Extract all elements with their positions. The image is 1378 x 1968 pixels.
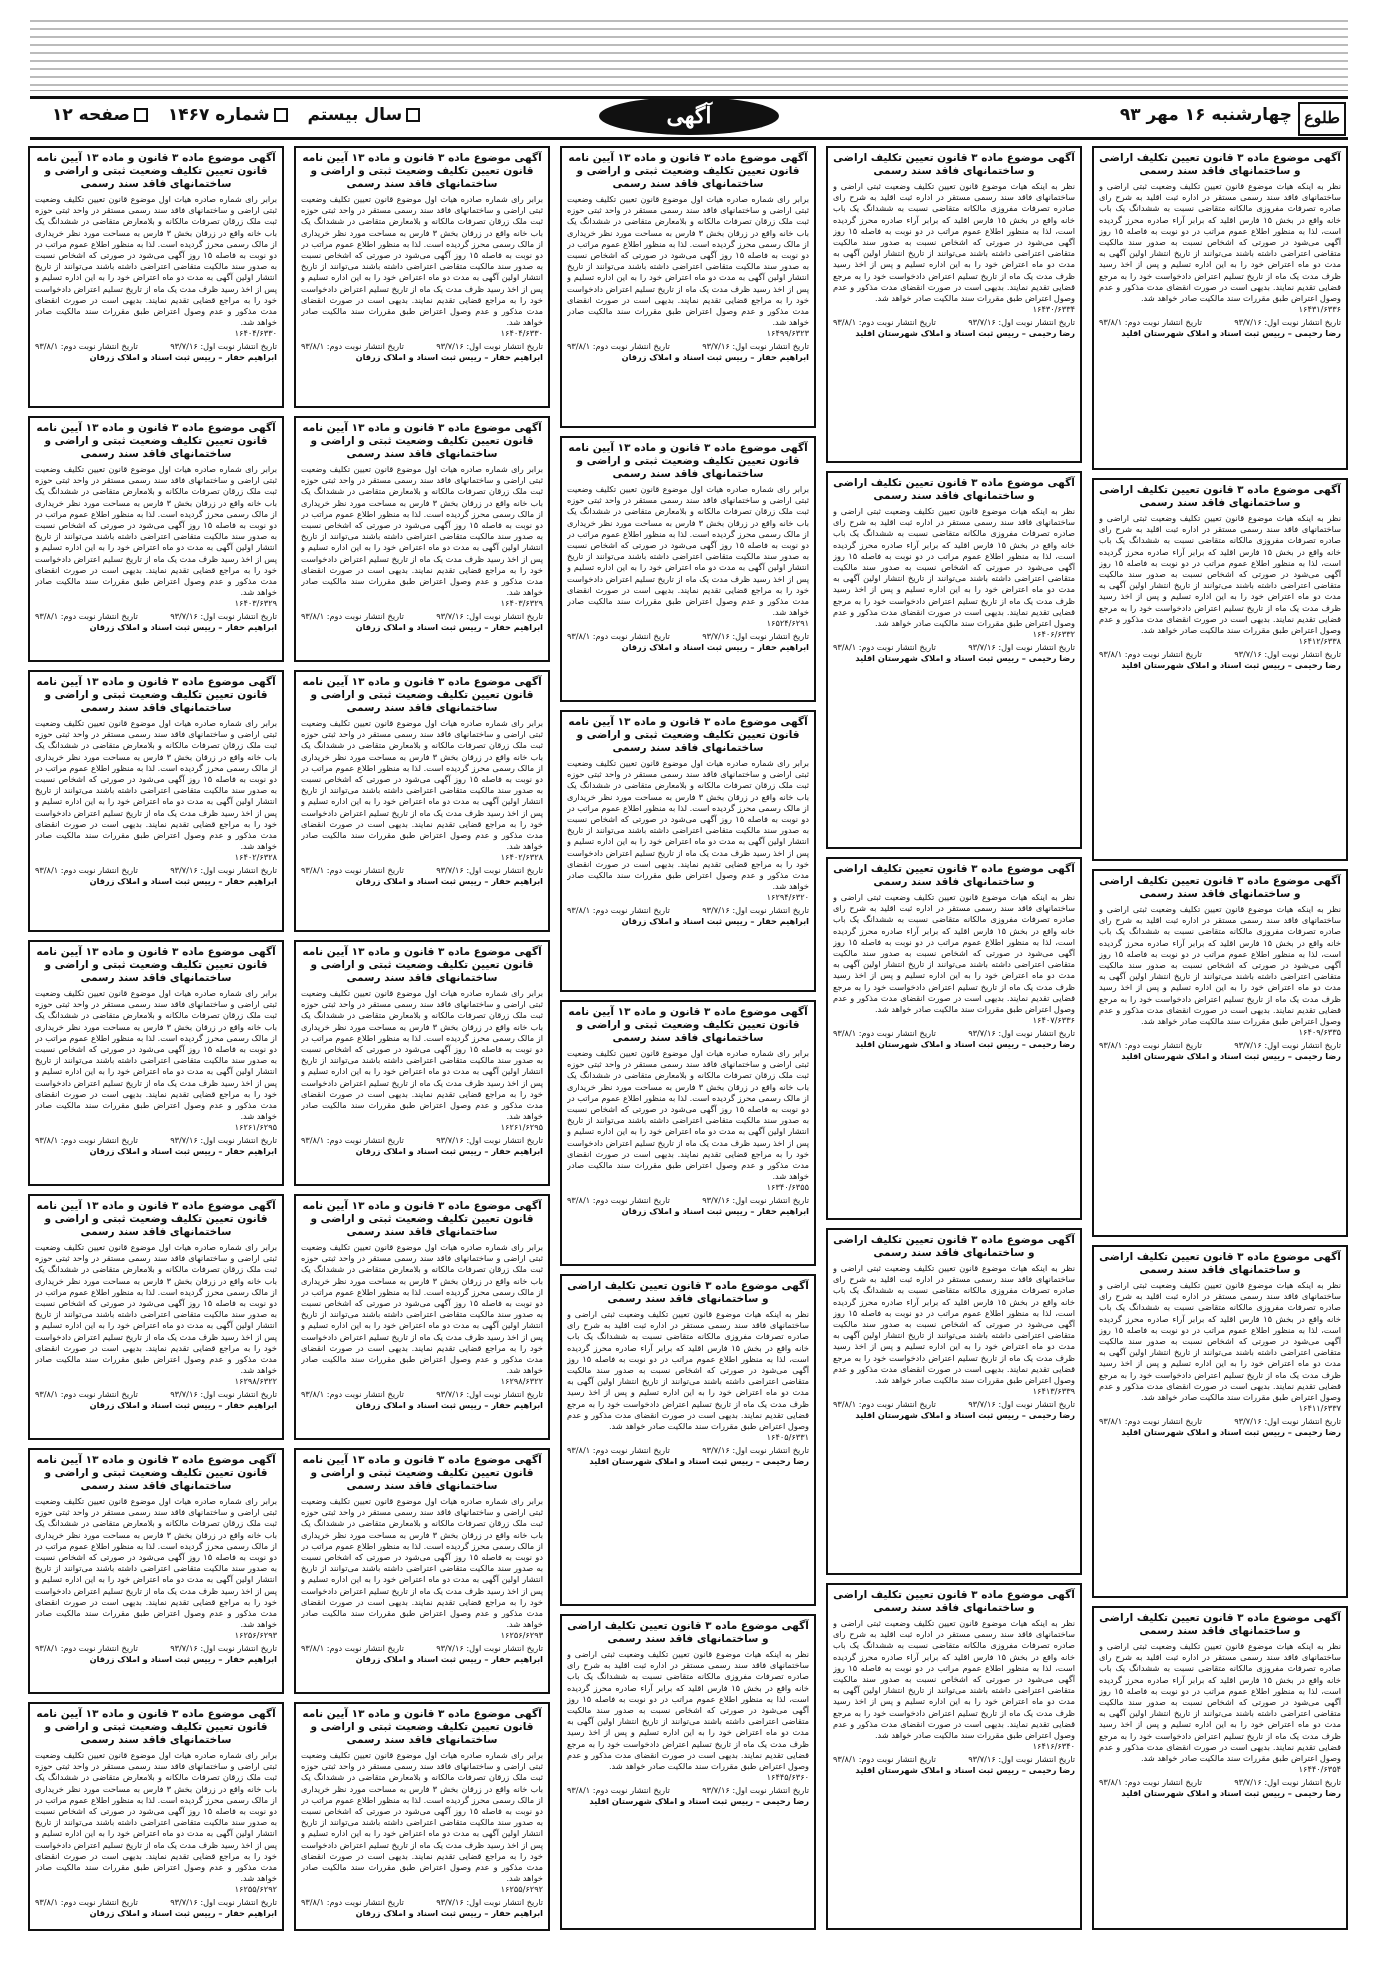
- notice-code: ۱۶۴۰۹/۶۳۳۵: [1298, 1027, 1341, 1038]
- first-publish-date: تاریخ انتشار نوبت اول: ۹۳/۷/۱۶: [436, 341, 543, 352]
- column-5: [28, 146, 284, 1941]
- notice-signer: ابراهیم حفار – رییس ثبت اسناد و املاک زرقان: [621, 1206, 809, 1217]
- second-publish-date: تاریخ انتشار نوبت دوم: ۹۳/۸/۱: [567, 905, 670, 916]
- notice-dates: [567, 631, 809, 642]
- notice-dates: [567, 341, 809, 352]
- notice-body: برابر رای شماره صادره هیات اول موضوع قانون تعیین تکلیف وضعیت ثبتی اراضی و ساختمانهای فاقد سند رسمی مستقر در واحد ثبتی حوزه ثبت ملک زرقان تصرفات مالکانه و بلامعارض متقاضی در ششدانگ یک باب خانه واقع در زرقان بخش ۳ فارس به مساحت مورد نظر خریداری از مالک رسمی محرز گردیده است. لذا به منظور اطلاع عموم مراتب در دو نوبت به فاصله ۱۵ روز آگهی می‌شود در صورتی که اشخاص نسبت به صدور سند مالکیت متقاضی اعتراضی داشته باشند می‌توانند از تاریخ انتشار اولین آگهی به مدت دو ماه اعتراض خود را به این اداره تسلیم و پس از اخذ رسید ظرف مدت یک ماه از تاریخ تسلیم اعتراض دادخواست خود را به مراجع قضایی تقدیم نمایند. بدیهی است در صورت انقضای مدت مذکور و عدم وصول اعتراض طبق مقررات سند مالکیت صادر خواهد شد.: [35, 1750, 277, 1884]
- legal-notice: [826, 1228, 1082, 1575]
- notice-dates: [301, 1389, 543, 1400]
- notice-signer: ابراهیم حفار – رییس ثبت اسناد و املاک زرقان: [621, 642, 809, 653]
- notice-title: آگهی موضوع ماده ۳ قانون تعیین تکلیف اراضی و ساختمانهای فاقد سند رسمی: [833, 152, 1075, 177]
- first-publish-date: تاریخ انتشار نوبت اول: ۹۳/۷/۱۶: [436, 611, 543, 622]
- notice-code: ۱۶۴۴۰/۶۳۵۴: [1298, 1764, 1341, 1775]
- notice-body: برابر رای شماره صادره هیات اول موضوع قانون تعیین تکلیف وضعیت ثبتی اراضی و ساختمانهای فاقد سند رسمی مستقر در واحد ثبتی حوزه ثبت ملک زرقان تصرفات مالکانه و بلامعارض متقاضی در ششدانگ یک باب خانه واقع در زرقان بخش ۳ فارس به مساحت مورد نظر خریداری از مالک رسمی محرز گردیده است. لذا به منظور اطلاع عموم مراتب در دو نوبت به فاصله ۱۵ روز آگهی می‌شود در صورتی که اشخاص نسبت به صدور سند مالکیت متقاضی اعتراضی داشته باشند می‌توانند از تاریخ انتشار اولین آگهی به مدت دو ماه اعتراض خود را به این اداره تسلیم و پس از اخذ رسید ظرف مدت یک ماه از تاریخ تسلیم اعتراض دادخواست خود را به مراجع قضایی تقدیم نمایند. بدیهی است در صورت انقضای مدت مذکور و عدم وصول اعتراض طبق مقررات سند مالکیت صادر خواهد شد.: [35, 194, 277, 328]
- notice-body: برابر رای شماره صادره هیات اول موضوع قانون تعیین تکلیف وضعیت ثبتی اراضی و ساختمانهای فاقد سند رسمی مستقر در واحد ثبتی حوزه ثبت ملک زرقان تصرفات مالکانه و بلامعارض متقاضی در ششدانگ یک باب خانه واقع در زرقان بخش ۳ فارس به مساحت مورد نظر خریداری از مالک رسمی محرز گردیده است. لذا به منظور اطلاع عموم مراتب در دو نوبت به فاصله ۱۵ روز آگهی می‌شود در صورتی که اشخاص نسبت به صدور سند مالکیت متقاضی اعتراضی داشته باشند می‌توانند از تاریخ انتشار اولین آگهی به مدت دو ماه اعتراض خود را به این اداره تسلیم و پس از اخذ رسید ظرف مدت یک ماه از تاریخ تسلیم اعتراض دادخواست خود را به مراجع قضایی تقدیم نمایند. بدیهی است در صورت انقضای مدت مذکور و عدم وصول اعتراض طبق مقررات سند مالکیت صادر خواهد شد.: [567, 1048, 809, 1182]
- notice-body: نظر به اینکه هیات موضوع قانون تعیین تکلیف وضعیت ثبتی اراضی و ساختمانهای فاقد سند رسمی مستقر در اداره ثبت اقلید به شرح رای صادره تصرفات مفروزی مالکانه متقاضی نسبت به ششدانگ یک باب خانه واقع در بخش ۱۵ فارس اقلید که برابر آراء صادره محرز گردیده است، لذا به منظور اطلاع عموم مراتب در دو نوبت به فاصله ۱۵ روز آگهی می‌شود در صورتی که اشخاص نسبت به صدور سند مالکیت متقاضی اعتراضی داشته باشند می‌توانند از تاریخ انتشار اولین آگهی به مدت دو ماه اعتراض خود را به این اداره تسلیم و پس از اخذ رسید ظرف مدت یک ماه از تاریخ تسلیم اعتراض دادخواست خود را به مرجع قضایی تقدیم نمایند. بدیهی است در صورت انقضای مدت مذکور و عدم وصول اعتراض طبق مقررات سند مالکیت صادر خواهد شد.: [833, 1263, 1075, 1386]
- second-publish-date: تاریخ انتشار نوبت دوم: ۹۳/۸/۱: [1099, 1416, 1202, 1427]
- legal-notice: [28, 1702, 284, 1931]
- notice-code: ۱۶۳۴۰/۶۳۵۵: [766, 1182, 809, 1193]
- notice-code: ۱۶۴۰۶/۶۳۳۲: [1032, 629, 1075, 640]
- first-publish-date: تاریخ انتشار نوبت اول: ۹۳/۷/۱۶: [170, 1643, 277, 1654]
- notice-dates: [1099, 317, 1341, 328]
- notice-signer: ابراهیم حفار – رییس ثبت اسناد و املاک زرقان: [89, 352, 277, 363]
- notice-title: آگهی موضوع ماده ۳ قانون و ماده ۱۳ آیین نامه قانون تعیین تکلیف وضعیت ثبتی و اراضی و ساختمانهای فاقد سند رسمی: [36, 676, 276, 714]
- second-publish-date: تاریخ انتشار نوبت دوم: ۹۳/۸/۱: [301, 1643, 404, 1654]
- second-publish-date: تاریخ انتشار نوبت دوم: ۹۳/۸/۱: [1099, 1040, 1202, 1051]
- legal-notice: [294, 940, 550, 1186]
- previous-page-bleed: [30, 8, 1348, 91]
- notice-title: آگهی موضوع ماده ۳ قانون و ماده ۱۳ آیین نامه قانون تعیین تکلیف وضعیت ثبتی و اراضی و ساختمانهای فاقد سند رسمی: [568, 716, 808, 754]
- notice-dates: [301, 865, 543, 876]
- notice-dates: [833, 317, 1075, 328]
- first-publish-date: تاریخ انتشار نوبت اول: ۹۳/۷/۱۶: [968, 642, 1075, 653]
- notice-body: برابر رای شماره صادره هیات اول موضوع قانون تعیین تکلیف وضعیت ثبتی اراضی و ساختمانهای فاقد سند رسمی مستقر در واحد ثبتی حوزه ثبت ملک زرقان تصرفات مالکانه و بلامعارض متقاضی در ششدانگ یک باب خانه واقع در زرقان بخش ۳ فارس به مساحت مورد نظر خریداری از مالک رسمی محرز گردیده است. لذا به منظور اطلاع عموم مراتب در دو نوبت به فاصله ۱۵ روز آگهی می‌شود در صورتی که اشخاص نسبت به صدور سند مالکیت متقاضی اعتراضی داشته باشند می‌توانند از تاریخ انتشار اولین آگهی به مدت دو ماه اعتراض خود را به این اداره تسلیم و پس از اخذ رسید ظرف مدت یک ماه از تاریخ تسلیم اعتراض دادخواست خود را به مراجع قضایی تقدیم نمایند. بدیهی است در صورت انقضای مدت مذکور و عدم وصول اعتراض طبق مقررات سند مالکیت صادر خواهد شد.: [567, 484, 809, 618]
- notice-body: نظر به اینکه هیات موضوع قانون تعیین تکلیف وضعیت ثبتی اراضی و ساختمانهای فاقد سند رسمی مستقر در اداره ثبت اقلید به شرح رای صادره تصرفات مفروزی مالکانه متقاضی نسبت به ششدانگ یک باب خانه واقع در بخش ۱۵ فارس اقلید که برابر آراء صادره محرز گردیده است، لذا به منظور اطلاع عموم مراتب در دو نوبت به فاصله ۱۵ روز آگهی می‌شود در صورتی که اشخاص نسبت به صدور سند مالکیت متقاضی اعتراضی داشته باشند می‌توانند از تاریخ انتشار اولین آگهی به مدت دو ماه اعتراض خود را به این اداره تسلیم و پس از اخذ رسید ظرف مدت یک ماه از تاریخ تسلیم اعتراض دادخواست خود را به مرجع قضایی تقدیم نمایند. بدیهی است در صورت انقضای مدت مذکور و عدم وصول اعتراض طبق مقررات سند مالکیت صادر خواهد شد.: [833, 506, 1075, 629]
- notice-body: برابر رای شماره صادره هیات اول موضوع قانون تعیین تکلیف وضعیت ثبتی اراضی و ساختمانهای فاقد سند رسمی مستقر در واحد ثبتی حوزه ثبت ملک زرقان تصرفات مالکانه و بلامعارض متقاضی در ششدانگ یک باب خانه واقع در زرقان بخش ۳ فارس به مساحت مورد نظر خریداری از مالک رسمی محرز گردیده است. لذا به منظور اطلاع عموم مراتب در دو نوبت به فاصله ۱۵ روز آگهی می‌شود در صورتی که اشخاص نسبت به صدور سند مالکیت متقاضی اعتراضی داشته باشند می‌توانند از تاریخ انتشار اولین آگهی به مدت دو ماه اعتراض خود را به این اداره تسلیم و پس از اخذ رسید ظرف مدت یک ماه از تاریخ تسلیم اعتراض دادخواست خود را به مراجع قضایی تقدیم نمایند. بدیهی است در صورت انقضای مدت مذکور و عدم وصول اعتراض طبق مقررات سند مالکیت صادر خواهد شد.: [35, 464, 277, 598]
- notice-title: آگهی موضوع ماده ۳ قانون تعیین تکلیف اراضی و ساختمانهای فاقد سند رسمی: [833, 477, 1075, 502]
- notice-signer: ابراهیم حفار – رییس ثبت اسناد و املاک زرقان: [355, 1400, 543, 1411]
- notice-body: برابر رای شماره صادره هیات اول موضوع قانون تعیین تکلیف وضعیت ثبتی اراضی و ساختمانهای فاقد سند رسمی مستقر در واحد ثبتی حوزه ثبت ملک زرقان تصرفات مالکانه و بلامعارض متقاضی در ششدانگ یک باب خانه واقع در زرقان بخش ۳ فارس به مساحت مورد نظر خریداری از مالک رسمی محرز گردیده است. لذا به منظور اطلاع عموم مراتب در دو نوبت به فاصله ۱۵ روز آگهی می‌شود در صورتی که اشخاص نسبت به صدور سند مالکیت متقاضی اعتراضی داشته باشند می‌توانند از تاریخ انتشار اولین آگهی به مدت دو ماه اعتراض خود را به این اداره تسلیم و پس از اخذ رسید ظرف مدت یک ماه از تاریخ تسلیم اعتراض دادخواست خود را به مراجع قضایی تقدیم نمایند. بدیهی است در صورت انقضای مدت مذکور و عدم وصول اعتراض طبق مقررات سند مالکیت صادر خواهد شد.: [567, 758, 809, 892]
- second-publish-date: تاریخ انتشار نوبت دوم: ۹۳/۸/۱: [301, 1135, 404, 1146]
- notice-code: ۱۶۲۵۶/۶۲۹۳: [234, 1630, 277, 1641]
- notice-dates: [35, 1897, 277, 1908]
- legal-notice: [826, 471, 1082, 849]
- notice-title: آگهی موضوع ماده ۳ قانون و ماده ۱۳ آیین نامه قانون تعیین تکلیف وضعیت ثبتی و اراضی و ساختمانهای فاقد سند رسمی: [302, 152, 542, 190]
- notice-signer: ابراهیم حفار – رییس ثبت اسناد و املاک زرقان: [89, 876, 277, 887]
- legal-notice: [560, 1274, 816, 1606]
- first-publish-date: تاریخ انتشار نوبت اول: ۹۳/۷/۱۶: [170, 1135, 277, 1146]
- legal-notice: [1092, 1606, 1348, 1930]
- legal-notice: [28, 940, 284, 1186]
- notice-title: آگهی موضوع ماده ۳ قانون تعیین تکلیف اراضی و ساختمانهای فاقد سند رسمی: [1099, 484, 1341, 509]
- masthead: [30, 96, 1348, 140]
- notice-dates: [35, 1135, 277, 1146]
- notice-body: نظر به اینکه هیات موضوع قانون تعیین تکلیف وضعیت ثبتی اراضی و ساختمانهای فاقد سند رسمی مستقر در اداره ثبت اقلید به شرح رای صادره تصرفات مفروزی مالکانه متقاضی نسبت به ششدانگ یک باب خانه واقع در بخش ۱۵ فارس اقلید که برابر آراء صادره محرز گردیده است، لذا به منظور اطلاع عموم مراتب در دو نوبت به فاصله ۱۵ روز آگهی می‌شود در صورتی که اشخاص نسبت به صدور سند مالکیت متقاضی اعتراضی داشته باشند می‌توانند از تاریخ انتشار اولین آگهی به مدت دو ماه اعتراض خود را به این اداره تسلیم و پس از اخذ رسید ظرف مدت یک ماه از تاریخ تسلیم اعتراض دادخواست خود را به مرجع قضایی تقدیم نمایند. بدیهی است در صورت انقضای مدت مذکور و عدم وصول اعتراض طبق مقررات سند مالکیت صادر خواهد شد.: [833, 181, 1075, 304]
- notice-code: ۱۶۴۱۱/۶۳۳۷: [1298, 1403, 1341, 1414]
- notice-code: ۱۶۲۹۸/۶۳۲۲: [234, 1376, 277, 1387]
- notice-body: برابر رای شماره صادره هیات اول موضوع قانون تعیین تکلیف وضعیت ثبتی اراضی و ساختمانهای فاقد سند رسمی مستقر در واحد ثبتی حوزه ثبت ملک زرقان تصرفات مالکانه و بلامعارض متقاضی در ششدانگ یک باب خانه واقع در زرقان بخش ۳ فارس به مساحت مورد نظر خریداری از مالک رسمی محرز گردیده است. لذا به منظور اطلاع عموم مراتب در دو نوبت به فاصله ۱۵ روز آگهی می‌شود در صورتی که اشخاص نسبت به صدور سند مالکیت متقاضی اعتراضی داشته باشند می‌توانند از تاریخ انتشار اولین آگهی به مدت دو ماه اعتراض خود را به این اداره تسلیم و پس از اخذ رسید ظرف مدت یک ماه از تاریخ تسلیم اعتراض دادخواست خود را به مراجع قضایی تقدیم نمایند. بدیهی است در صورت انقضای مدت مذکور و عدم وصول اعتراض طبق مقررات سند مالکیت صادر خواهد شد.: [301, 988, 543, 1122]
- second-publish-date: تاریخ انتشار نوبت دوم: ۹۳/۸/۱: [833, 1028, 936, 1039]
- notice-dates: [1099, 1040, 1341, 1051]
- notice-dates: [301, 611, 543, 622]
- notice-title: آگهی موضوع ماده ۳ قانون و ماده ۱۳ آیین نامه قانون تعیین تکلیف وضعیت ثبتی و اراضی و ساختمانهای فاقد سند رسمی: [302, 1454, 542, 1492]
- notice-title: آگهی موضوع ماده ۳ قانون و ماده ۱۳ آیین نامه قانون تعیین تکلیف وضعیت ثبتی و اراضی و ساختمانهای فاقد سند رسمی: [302, 1708, 542, 1746]
- notice-code: ۱۶۲۵۵/۶۲۹۲: [234, 1884, 277, 1895]
- legal-notice: [294, 670, 550, 932]
- first-publish-date: تاریخ انتشار نوبت اول: ۹۳/۷/۱۶: [170, 1897, 277, 1908]
- notice-code: ۱۶۴۹۹/۶۳۲۳: [766, 328, 809, 339]
- first-publish-date: تاریخ انتشار نوبت اول: ۹۳/۷/۱۶: [170, 1389, 277, 1400]
- notice-body: نظر به اینکه هیات موضوع قانون تعیین تکلیف وضعیت ثبتی اراضی و ساختمانهای فاقد سند رسمی مستقر در اداره ثبت اقلید به شرح رای صادره تصرفات مفروزی مالکانه متقاضی نسبت به ششدانگ یک باب خانه واقع در بخش ۱۵ فارس اقلید که برابر آراء صادره محرز گردیده است، لذا به منظور اطلاع عموم مراتب در دو نوبت به فاصله ۱۵ روز آگهی می‌شود در صورتی که اشخاص نسبت به صدور سند مالکیت متقاضی اعتراضی داشته باشند می‌توانند از تاریخ انتشار اولین آگهی به مدت دو ماه اعتراض خود را به این اداره تسلیم و پس از اخذ رسید ظرف مدت یک ماه از تاریخ تسلیم اعتراض دادخواست خود را به مرجع قضایی تقدیم نمایند. بدیهی است در صورت انقضای مدت مذکور و عدم وصول اعتراض طبق مقررات سند مالکیت صادر خواهد شد.: [567, 1649, 809, 1772]
- notice-body: برابر رای شماره صادره هیات اول موضوع قانون تعیین تکلیف وضعیت ثبتی اراضی و ساختمانهای فاقد سند رسمی مستقر در واحد ثبتی حوزه ثبت ملک زرقان تصرفات مالکانه و بلامعارض متقاضی در ششدانگ یک باب خانه واقع در زرقان بخش ۳ فارس به مساحت مورد نظر خریداری از مالک رسمی محرز گردیده است. لذا به منظور اطلاع عموم مراتب در دو نوبت به فاصله ۱۵ روز آگهی می‌شود در صورتی که اشخاص نسبت به صدور سند مالکیت متقاضی اعتراضی داشته باشند می‌توانند از تاریخ انتشار اولین آگهی به مدت دو ماه اعتراض خود را به این اداره تسلیم و پس از اخذ رسید ظرف مدت یک ماه از تاریخ تسلیم اعتراض دادخواست خود را به مراجع قضایی تقدیم نمایند. بدیهی است در صورت انقضای مدت مذکور و عدم وصول اعتراض طبق مقررات سند مالکیت صادر خواهد شد.: [301, 194, 543, 328]
- second-publish-date: تاریخ انتشار نوبت دوم: ۹۳/۸/۱: [567, 1785, 670, 1796]
- notice-code: ۱۶۵۲۴/۶۲۹۱: [766, 618, 809, 629]
- notice-signer: ابراهیم حفار – رییس ثبت اسناد و املاک زرقان: [89, 1400, 277, 1411]
- first-publish-date: تاریخ انتشار نوبت اول: ۹۳/۷/۱۶: [436, 865, 543, 876]
- notice-title: آگهی موضوع ماده ۳ قانون و ماده ۱۳ آیین نامه قانون تعیین تکلیف وضعیت ثبتی و اراضی و ساختمانهای فاقد سند رسمی: [36, 1454, 276, 1492]
- first-publish-date: تاریخ انتشار نوبت اول: ۹۳/۷/۱۶: [1234, 649, 1341, 660]
- notice-signer: رضا رحیمی – رییس ثبت اسناد و املاک شهرستان اقلید: [1121, 328, 1341, 339]
- column-4: [294, 146, 550, 1941]
- notice-dates: [1099, 649, 1341, 660]
- notice-code: ۱۶۴۳۱/۶۳۳۶: [1298, 304, 1341, 315]
- notice-body: نظر به اینکه هیات موضوع قانون تعیین تکلیف وضعیت ثبتی اراضی و ساختمانهای فاقد سند رسمی مستقر در اداره ثبت اقلید به شرح رای صادره تصرفات مفروزی مالکانه متقاضی نسبت به ششدانگ یک باب خانه واقع در بخش ۱۵ فارس اقلید که برابر آراء صادره محرز گردیده است، لذا به منظور اطلاع عموم مراتب در دو نوبت به فاصله ۱۵ روز آگهی می‌شود در صورتی که اشخاص نسبت به صدور سند مالکیت متقاضی اعتراضی داشته باشند می‌توانند از تاریخ انتشار اولین آگهی به مدت دو ماه اعتراض خود را به این اداره تسلیم و پس از اخذ رسید ظرف مدت یک ماه از تاریخ تسلیم اعتراض دادخواست خود را به مرجع قضایی تقدیم نمایند. بدیهی است در صورت انقضای مدت مذکور و عدم وصول اعتراض طبق مقررات سند مالکیت صادر خواهد شد.: [1099, 904, 1341, 1027]
- notice-body: نظر به اینکه هیات موضوع قانون تعیین تکلیف وضعیت ثبتی اراضی و ساختمانهای فاقد سند رسمی مستقر در اداره ثبت اقلید به شرح رای صادره تصرفات مفروزی مالکانه متقاضی نسبت به ششدانگ یک باب خانه واقع در بخش ۱۵ فارس اقلید که برابر آراء صادره محرز گردیده است، لذا به منظور اطلاع عموم مراتب در دو نوبت به فاصله ۱۵ روز آگهی می‌شود در صورتی که اشخاص نسبت به صدور سند مالکیت متقاضی اعتراضی داشته باشند می‌توانند از تاریخ انتشار اولین آگهی به مدت دو ماه اعتراض خود را به این اداره تسلیم و پس از اخذ رسید ظرف مدت یک ماه از تاریخ تسلیم اعتراض دادخواست خود را به مرجع قضایی تقدیم نمایند. بدیهی است در صورت انقضای مدت مذکور و عدم وصول اعتراض طبق مقررات سند مالکیت صادر خواهد شد.: [833, 892, 1075, 1015]
- first-publish-date: تاریخ انتشار نوبت اول: ۹۳/۷/۱۶: [702, 1445, 809, 1456]
- second-publish-date: تاریخ انتشار نوبت دوم: ۹۳/۸/۱: [1099, 317, 1202, 328]
- notice-dates: [301, 1643, 543, 1654]
- notice-body: برابر رای شماره صادره هیات اول موضوع قانون تعیین تکلیف وضعیت ثبتی اراضی و ساختمانهای فاقد سند رسمی مستقر در واحد ثبتی حوزه ثبت ملک زرقان تصرفات مالکانه و بلامعارض متقاضی در ششدانگ یک باب خانه واقع در زرقان بخش ۳ فارس به مساحت مورد نظر خریداری از مالک رسمی محرز گردیده است. لذا به منظور اطلاع عموم مراتب در دو نوبت به فاصله ۱۵ روز آگهی می‌شود در صورتی که اشخاص نسبت به صدور سند مالکیت متقاضی اعتراضی داشته باشند می‌توانند از تاریخ انتشار اولین آگهی به مدت دو ماه اعتراض خود را به این اداره تسلیم و پس از اخذ رسید ظرف مدت یک ماه از تاریخ تسلیم اعتراض دادخواست خود را به مراجع قضایی تقدیم نمایند. بدیهی است در صورت انقضای مدت مذکور و عدم وصول اعتراض طبق مقررات سند مالکیت صادر خواهد شد.: [301, 464, 543, 598]
- notice-code: ۱۶۲۶۱/۶۲۹۵: [234, 1122, 277, 1133]
- second-publish-date: تاریخ انتشار نوبت دوم: ۹۳/۸/۱: [1099, 1777, 1202, 1788]
- second-publish-date: تاریخ انتشار نوبت دوم: ۹۳/۸/۱: [301, 1897, 404, 1908]
- legal-notice: [560, 146, 816, 428]
- notice-signer: رضا رحیمی – رییس ثبت اسناد و املاک شهرستان اقلید: [855, 653, 1075, 664]
- notice-signer: ابراهیم حفار – رییس ثبت اسناد و املاک زرقان: [621, 352, 809, 363]
- legal-notice: [294, 1448, 550, 1694]
- notice-code: ۱۶۴۰۳/۶۳۲۹: [234, 598, 277, 609]
- notice-code: ۱۶۴۳۰/۶۳۳۴: [1032, 304, 1075, 315]
- notice-code: ۱۶۴۰۷/۶۳۳۶: [1032, 1015, 1075, 1026]
- notice-body: برابر رای شماره صادره هیات اول موضوع قانون تعیین تکلیف وضعیت ثبتی اراضی و ساختمانهای فاقد سند رسمی مستقر در واحد ثبتی حوزه ثبت ملک زرقان تصرفات مالکانه و بلامعارض متقاضی در ششدانگ یک باب خانه واقع در زرقان بخش ۳ فارس به مساحت مورد نظر خریداری از مالک رسمی محرز گردیده است. لذا به منظور اطلاع عموم مراتب در دو نوبت به فاصله ۱۵ روز آگهی می‌شود در صورتی که اشخاص نسبت به صدور سند مالکیت متقاضی اعتراضی داشته باشند می‌توانند از تاریخ انتشار اولین آگهی به مدت دو ماه اعتراض خود را به این اداره تسلیم و پس از اخذ رسید ظرف مدت یک ماه از تاریخ تسلیم اعتراض دادخواست خود را به مراجع قضایی تقدیم نمایند. بدیهی است در صورت انقضای مدت مذکور و عدم وصول اعتراض طبق مقررات سند مالکیت صادر خواهد شد.: [35, 1242, 277, 1376]
- notice-signer: ابراهیم حفار – رییس ثبت اسناد و املاک زرقان: [355, 352, 543, 363]
- notice-title: آگهی موضوع ماده ۳ قانون تعیین تکلیف اراضی و ساختمانهای فاقد سند رسمی: [567, 1280, 809, 1305]
- legal-notice: [560, 1614, 816, 1930]
- notice-dates: [1099, 1777, 1341, 1788]
- notice-dates: [35, 341, 277, 352]
- section-title-oval: [599, 97, 779, 135]
- notice-code: ۱۶۴۱۲/۶۳۳۸: [1298, 636, 1341, 647]
- notice-code: ۱۶۴۱۳/۶۳۳۹: [1032, 1386, 1075, 1397]
- notice-body: برابر رای شماره صادره هیات اول موضوع قانون تعیین تکلیف وضعیت ثبتی اراضی و ساختمانهای فاقد سند رسمی مستقر در واحد ثبتی حوزه ثبت ملک زرقان تصرفات مالکانه و بلامعارض متقاضی در ششدانگ یک باب خانه واقع در زرقان بخش ۳ فارس به مساحت مورد نظر خریداری از مالک رسمی محرز گردیده است. لذا به منظور اطلاع عموم مراتب در دو نوبت به فاصله ۱۵ روز آگهی می‌شود در صورتی که اشخاص نسبت به صدور سند مالکیت متقاضی اعتراضی داشته باشند می‌توانند از تاریخ انتشار اولین آگهی به مدت دو ماه اعتراض خود را به این اداره تسلیم و پس از اخذ رسید ظرف مدت یک ماه از تاریخ تسلیم اعتراض دادخواست خود را به مراجع قضایی تقدیم نمایند. بدیهی است در صورت انقضای مدت مذکور و عدم وصول اعتراض طبق مقررات سند مالکیت صادر خواهد شد.: [301, 718, 543, 852]
- notice-code: ۱۶۲۶۱/۶۲۹۵: [500, 1122, 543, 1133]
- column-3: [560, 146, 816, 1941]
- notice-title: آگهی موضوع ماده ۳ قانون تعیین تکلیف اراضی و ساختمانهای فاقد سند رسمی: [833, 1589, 1075, 1614]
- first-publish-date: تاریخ انتشار نوبت اول: ۹۳/۷/۱۶: [702, 905, 809, 916]
- notice-code: ۱۶۴۰۵/۶۳۳۱: [766, 1432, 809, 1443]
- notice-code: ۱۶۴۰۲/۶۳۲۸: [500, 852, 543, 863]
- legal-notice: [826, 146, 1082, 463]
- notice-body: برابر رای شماره صادره هیات اول موضوع قانون تعیین تکلیف وضعیت ثبتی اراضی و ساختمانهای فاقد سند رسمی مستقر در واحد ثبتی حوزه ثبت ملک زرقان تصرفات مالکانه و بلامعارض متقاضی در ششدانگ یک باب خانه واقع در زرقان بخش ۳ فارس به مساحت مورد نظر خریداری از مالک رسمی محرز گردیده است. لذا به منظور اطلاع عموم مراتب در دو نوبت به فاصله ۱۵ روز آگهی می‌شود در صورتی که اشخاص نسبت به صدور سند مالکیت متقاضی اعتراضی داشته باشند می‌توانند از تاریخ انتشار اولین آگهی به مدت دو ماه اعتراض خود را به این اداره تسلیم و پس از اخذ رسید ظرف مدت یک ماه از تاریخ تسلیم اعتراض دادخواست خود را به مراجع قضایی تقدیم نمایند. بدیهی است در صورت انقضای مدت مذکور و عدم وصول اعتراض طبق مقررات سند مالکیت صادر خواهد شد.: [301, 1242, 543, 1376]
- notice-title: آگهی موضوع ماده ۳ قانون و ماده ۱۳ آیین نامه قانون تعیین تکلیف وضعیت ثبتی و اراضی و ساختمانهای فاقد سند رسمی: [302, 676, 542, 714]
- notice-body: نظر به اینکه هیات موضوع قانون تعیین تکلیف وضعیت ثبتی اراضی و ساختمانهای فاقد سند رسمی مستقر در اداره ثبت اقلید به شرح رای صادره تصرفات مفروزی مالکانه متقاضی نسبت به ششدانگ یک باب خانه واقع در بخش ۱۵ فارس اقلید که برابر آراء صادره محرز گردیده است، لذا به منظور اطلاع عموم مراتب در دو نوبت به فاصله ۱۵ روز آگهی می‌شود در صورتی که اشخاص نسبت به صدور سند مالکیت متقاضی اعتراضی داشته باشند می‌توانند از تاریخ انتشار اولین آگهی به مدت دو ماه اعتراض خود را به این اداره تسلیم و پس از اخذ رسید ظرف مدت یک ماه از تاریخ تسلیم اعتراض دادخواست خود را به مرجع قضایی تقدیم نمایند. بدیهی است در صورت انقضای مدت مذکور و عدم وصول اعتراض طبق مقررات سند مالکیت صادر خواهد شد.: [833, 1618, 1075, 1741]
- notice-dates: [567, 1785, 809, 1796]
- notice-signer: ابراهیم حفار – رییس ثبت اسناد و املاک زرقان: [621, 916, 809, 927]
- notice-dates: [35, 611, 277, 622]
- notice-signer: ابراهیم حفار – رییس ثبت اسناد و املاک زرقان: [89, 1654, 277, 1665]
- legal-notice: [1092, 869, 1348, 1237]
- year-label: سال بیستم: [308, 105, 421, 125]
- second-publish-date: تاریخ انتشار نوبت دوم: ۹۳/۸/۱: [35, 341, 138, 352]
- notice-signer: ابراهیم حفار – رییس ثبت اسناد و املاک زرقان: [355, 1654, 543, 1665]
- legal-notice: [28, 1194, 284, 1440]
- notice-body: برابر رای شماره صادره هیات اول موضوع قانون تعیین تکلیف وضعیت ثبتی اراضی و ساختمانهای فاقد سند رسمی مستقر در واحد ثبتی حوزه ثبت ملک زرقان تصرفات مالکانه و بلامعارض متقاضی در ششدانگ یک باب خانه واقع در زرقان بخش ۳ فارس به مساحت مورد نظر خریداری از مالک رسمی محرز گردیده است. لذا به منظور اطلاع عموم مراتب در دو نوبت به فاصله ۱۵ روز آگهی می‌شود در صورتی که اشخاص نسبت به صدور سند مالکیت متقاضی اعتراضی داشته باشند می‌توانند از تاریخ انتشار اولین آگهی به مدت دو ماه اعتراض خود را به این اداره تسلیم و پس از اخذ رسید ظرف مدت یک ماه از تاریخ تسلیم اعتراض دادخواست خود را به مراجع قضایی تقدیم نمایند. بدیهی است در صورت انقضای مدت مذکور و عدم وصول اعتراض طبق مقررات سند مالکیت صادر خواهد شد.: [35, 718, 277, 852]
- notice-signer: ابراهیم حفار – رییس ثبت اسناد و املاک زرقان: [355, 1146, 543, 1157]
- first-publish-date: تاریخ انتشار نوبت اول: ۹۳/۷/۱۶: [170, 865, 277, 876]
- notice-code: ۱۶۴۴۵/۶۳۶۰: [766, 1772, 809, 1783]
- legal-notice: [560, 436, 816, 702]
- second-publish-date: تاریخ انتشار نوبت دوم: ۹۳/۸/۱: [567, 1445, 670, 1456]
- notice-title: آگهی موضوع ماده ۳ قانون تعیین تکلیف اراضی و ساختمانهای فاقد سند رسمی: [1099, 1251, 1341, 1276]
- notice-dates: [567, 1445, 809, 1456]
- notice-signer: رضا رحیمی – رییس ثبت اسناد و املاک شهرستان اقلید: [1121, 1788, 1341, 1799]
- notice-title: آگهی موضوع ماده ۳ قانون و ماده ۱۳ آیین نامه قانون تعیین تکلیف وضعیت ثبتی و اراضی و ساختمانهای فاقد سند رسمی: [568, 1006, 808, 1044]
- notice-title: آگهی موضوع ماده ۳ قانون و ماده ۱۳ آیین نامه قانون تعیین تکلیف وضعیت ثبتی و اراضی و ساختمانهای فاقد سند رسمی: [302, 946, 542, 984]
- ad-columns: [30, 146, 1348, 1941]
- second-publish-date: تاریخ انتشار نوبت دوم: ۹۳/۸/۱: [567, 1195, 670, 1206]
- newspaper-logo: طلوع: [1298, 102, 1346, 136]
- legal-notice: [294, 1702, 550, 1931]
- second-publish-date: تاریخ انتشار نوبت دوم: ۹۳/۸/۱: [35, 1135, 138, 1146]
- first-publish-date: تاریخ انتشار نوبت اول: ۹۳/۷/۱۶: [702, 1785, 809, 1796]
- second-publish-date: تاریخ انتشار نوبت دوم: ۹۳/۸/۱: [833, 1399, 936, 1410]
- notice-dates: [1099, 1416, 1341, 1427]
- notice-signer: رضا رحیمی – رییس ثبت اسناد و املاک شهرستان اقلید: [1121, 1427, 1341, 1438]
- first-publish-date: تاریخ انتشار نوبت اول: ۹۳/۷/۱۶: [1234, 1416, 1341, 1427]
- first-publish-date: تاریخ انتشار نوبت اول: ۹۳/۷/۱۶: [170, 611, 277, 622]
- notice-dates: [301, 1135, 543, 1146]
- notice-body: نظر به اینکه هیات موضوع قانون تعیین تکلیف وضعیت ثبتی اراضی و ساختمانهای فاقد سند رسمی مستقر در اداره ثبت اقلید به شرح رای صادره تصرفات مفروزی مالکانه متقاضی نسبت به ششدانگ یک باب خانه واقع در بخش ۱۵ فارس اقلید که برابر آراء صادره محرز گردیده است، لذا به منظور اطلاع عموم مراتب در دو نوبت به فاصله ۱۵ روز آگهی می‌شود در صورتی که اشخاص نسبت به صدور سند مالکیت متقاضی اعتراضی داشته باشند می‌توانند از تاریخ انتشار اولین آگهی به مدت دو ماه اعتراض خود را به این اداره تسلیم و پس از اخذ رسید ظرف مدت یک ماه از تاریخ تسلیم اعتراض دادخواست خود را به مرجع قضایی تقدیم نمایند. بدیهی است در صورت انقضای مدت مذکور و عدم وصول اعتراض طبق مقررات سند مالکیت صادر خواهد شد.: [1099, 513, 1341, 636]
- first-publish-date: تاریخ انتشار نوبت اول: ۹۳/۷/۱۶: [968, 1028, 1075, 1039]
- notice-title: آگهی موضوع ماده ۳ قانون و ماده ۱۳ آیین نامه قانون تعیین تکلیف وضعیت ثبتی و اراضی و ساختمانهای فاقد سند رسمی: [36, 152, 276, 190]
- second-publish-date: تاریخ انتشار نوبت دوم: ۹۳/۸/۱: [833, 642, 936, 653]
- second-publish-date: تاریخ انتشار نوبت دوم: ۹۳/۸/۱: [567, 341, 670, 352]
- notice-title: آگهی موضوع ماده ۳ قانون و ماده ۱۳ آیین نامه قانون تعیین تکلیف وضعیت ثبتی و اراضی و ساختمانهای فاقد سند رسمی: [36, 422, 276, 460]
- legal-notice: [560, 1000, 816, 1266]
- second-publish-date: تاریخ انتشار نوبت دوم: ۹۳/۸/۱: [35, 1897, 138, 1908]
- first-publish-date: تاریخ انتشار نوبت اول: ۹۳/۷/۱۶: [1234, 1040, 1341, 1051]
- second-publish-date: تاریخ انتشار نوبت دوم: ۹۳/۸/۱: [35, 865, 138, 876]
- first-publish-date: تاریخ انتشار نوبت اول: ۹۳/۷/۱۶: [436, 1643, 543, 1654]
- second-publish-date: تاریخ انتشار نوبت دوم: ۹۳/۸/۱: [301, 865, 404, 876]
- notice-title: آگهی موضوع ماده ۳ قانون تعیین تکلیف اراضی و ساختمانهای فاقد سند رسمی: [567, 1620, 809, 1645]
- first-publish-date: تاریخ انتشار نوبت اول: ۹۳/۷/۱۶: [968, 317, 1075, 328]
- legal-notice: [28, 670, 284, 932]
- notice-title: آگهی موضوع ماده ۳ قانون تعیین تکلیف اراضی و ساختمانهای فاقد سند رسمی: [1099, 1612, 1341, 1637]
- notice-signer: رضا رحیمی – رییس ثبت اسناد و املاک شهرستان اقلید: [589, 1796, 809, 1807]
- notice-code: ۱۶۴۰۲/۶۳۲۸: [234, 852, 277, 863]
- notice-code: ۱۶۴۱۶/۶۳۴۰: [1032, 1741, 1075, 1752]
- legal-notice: [1092, 478, 1348, 861]
- notice-body: نظر به اینکه هیات موضوع قانون تعیین تکلیف وضعیت ثبتی اراضی و ساختمانهای فاقد سند رسمی مستقر در اداره ثبت اقلید به شرح رای صادره تصرفات مفروزی مالکانه متقاضی نسبت به ششدانگ یک باب خانه واقع در بخش ۱۵ فارس اقلید که برابر آراء صادره محرز گردیده است، لذا به منظور اطلاع عموم مراتب در دو نوبت به فاصله ۱۵ روز آگهی می‌شود در صورتی که اشخاص نسبت به صدور سند مالکیت متقاضی اعتراضی داشته باشند می‌توانند از تاریخ انتشار اولین آگهی به مدت دو ماه اعتراض خود را به این اداره تسلیم و پس از اخذ رسید ظرف مدت یک ماه از تاریخ تسلیم اعتراض دادخواست خود را به مرجع قضایی تقدیم نمایند. بدیهی است در صورت انقضای مدت مذکور و عدم وصول اعتراض طبق مقررات سند مالکیت صادر خواهد شد.: [1099, 1641, 1341, 1764]
- notice-code: ۱۶۲۵۶/۶۲۹۳: [500, 1630, 543, 1641]
- notice-signer: ابراهیم حفار – رییس ثبت اسناد و املاک زرقان: [89, 1908, 277, 1919]
- column-1: [1092, 146, 1348, 1941]
- notice-dates: [567, 1195, 809, 1206]
- notice-body: برابر رای شماره صادره هیات اول موضوع قانون تعیین تکلیف وضعیت ثبتی اراضی و ساختمانهای فاقد سند رسمی مستقر در واحد ثبتی حوزه ثبت ملک زرقان تصرفات مالکانه و بلامعارض متقاضی در ششدانگ یک باب خانه واقع در زرقان بخش ۳ فارس به مساحت مورد نظر خریداری از مالک رسمی محرز گردیده است. لذا به منظور اطلاع عموم مراتب در دو نوبت به فاصله ۱۵ روز آگهی می‌شود در صورتی که اشخاص نسبت به صدور سند مالکیت متقاضی اعتراضی داشته باشند می‌توانند از تاریخ انتشار اولین آگهی به مدت دو ماه اعتراض خود را به این اداره تسلیم و پس از اخذ رسید ظرف مدت یک ماه از تاریخ تسلیم اعتراض دادخواست خود را به مراجع قضایی تقدیم نمایند. بدیهی است در صورت انقضای مدت مذکور و عدم وصول اعتراض طبق مقررات سند مالکیت صادر خواهد شد.: [35, 1496, 277, 1630]
- notice-dates: [35, 1389, 277, 1400]
- notice-title: آگهی موضوع ماده ۳ قانون تعیین تکلیف اراضی و ساختمانهای فاقد سند رسمی: [1099, 875, 1341, 900]
- notice-title: آگهی موضوع ماده ۳ قانون و ماده ۱۳ آیین نامه قانون تعیین تکلیف وضعیت ثبتی و اراضی و ساختمانهای فاقد سند رسمی: [302, 1200, 542, 1238]
- notice-dates: [35, 1643, 277, 1654]
- legal-notice: [28, 146, 284, 408]
- notice-dates: [833, 1754, 1075, 1765]
- notice-title: آگهی موضوع ماده ۳ قانون تعیین تکلیف اراضی و ساختمانهای فاقد سند رسمی: [1099, 152, 1341, 177]
- notice-signer: رضا رحیمی – رییس ثبت اسناد و املاک شهرستان اقلید: [855, 1765, 1075, 1776]
- notice-body: نظر به اینکه هیات موضوع قانون تعیین تکلیف وضعیت ثبتی اراضی و ساختمانهای فاقد سند رسمی مستقر در اداره ثبت اقلید به شرح رای صادره تصرفات مفروزی مالکانه متقاضی نسبت به ششدانگ یک باب خانه واقع در بخش ۱۵ فارس اقلید که برابر آراء صادره محرز گردیده است، لذا به منظور اطلاع عموم مراتب در دو نوبت به فاصله ۱۵ روز آگهی می‌شود در صورتی که اشخاص نسبت به صدور سند مالکیت متقاضی اعتراضی داشته باشند می‌توانند از تاریخ انتشار اولین آگهی به مدت دو ماه اعتراض خود را به این اداره تسلیم و پس از اخذ رسید ظرف مدت یک ماه از تاریخ تسلیم اعتراض دادخواست خود را به مرجع قضایی تقدیم نمایند. بدیهی است در صورت انقضای مدت مذکور و عدم وصول اعتراض طبق مقررات سند مالکیت صادر خواهد شد.: [1099, 1280, 1341, 1403]
- notice-body: نظر به اینکه هیات موضوع قانون تعیین تکلیف وضعیت ثبتی اراضی و ساختمانهای فاقد سند رسمی مستقر در اداره ثبت اقلید به شرح رای صادره تصرفات مفروزی مالکانه متقاضی نسبت به ششدانگ یک باب خانه واقع در بخش ۱۵ فارس اقلید که برابر آراء صادره محرز گردیده است، لذا به منظور اطلاع عموم مراتب در دو نوبت به فاصله ۱۵ روز آگهی می‌شود در صورتی که اشخاص نسبت به صدور سند مالکیت متقاضی اعتراضی داشته باشند می‌توانند از تاریخ انتشار اولین آگهی به مدت دو ماه اعتراض خود را به این اداره تسلیم و پس از اخذ رسید ظرف مدت یک ماه از تاریخ تسلیم اعتراض دادخواست خود را به مرجع قضایی تقدیم نمایند. بدیهی است در صورت انقضای مدت مذکور و عدم وصول اعتراض طبق مقررات سند مالکیت صادر خواهد شد.: [1099, 181, 1341, 304]
- first-publish-date: تاریخ انتشار نوبت اول: ۹۳/۷/۱۶: [436, 1897, 543, 1908]
- notice-title: آگهی موضوع ماده ۳ قانون و ماده ۱۳ آیین نامه قانون تعیین تکلیف وضعیت ثبتی و اراضی و ساختمانهای فاقد سند رسمی: [568, 442, 808, 480]
- notice-dates: [567, 905, 809, 916]
- legal-notice: [826, 857, 1082, 1220]
- notice-title: آگهی موضوع ماده ۳ قانون تعیین تکلیف اراضی و ساختمانهای فاقد سند رسمی: [833, 863, 1075, 888]
- second-publish-date: تاریخ انتشار نوبت دوم: ۹۳/۸/۱: [35, 1389, 138, 1400]
- notice-dates: [833, 642, 1075, 653]
- notice-signer: رضا رحیمی – رییس ثبت اسناد و املاک شهرستان اقلید: [855, 1039, 1075, 1050]
- notice-dates: [301, 341, 543, 352]
- column-2: [826, 146, 1082, 1941]
- notice-title: آگهی موضوع ماده ۳ قانون و ماده ۱۳ آیین نامه قانون تعیین تکلیف وضعیت ثبتی و اراضی و ساختمانهای فاقد سند رسمی: [36, 1708, 276, 1746]
- notice-body: برابر رای شماره صادره هیات اول موضوع قانون تعیین تکلیف وضعیت ثبتی اراضی و ساختمانهای فاقد سند رسمی مستقر در واحد ثبتی حوزه ثبت ملک زرقان تصرفات مالکانه و بلامعارض متقاضی در ششدانگ یک باب خانه واقع در زرقان بخش ۳ فارس به مساحت مورد نظر خریداری از مالک رسمی محرز گردیده است. لذا به منظور اطلاع عموم مراتب در دو نوبت به فاصله ۱۵ روز آگهی می‌شود در صورتی که اشخاص نسبت به صدور سند مالکیت متقاضی اعتراضی داشته باشند می‌توانند از تاریخ انتشار اولین آگهی به مدت دو ماه اعتراض خود را به این اداره تسلیم و پس از اخذ رسید ظرف مدت یک ماه از تاریخ تسلیم اعتراض دادخواست خود را به مراجع قضایی تقدیم نمایند. بدیهی است در صورت انقضای مدت مذکور و عدم وصول اعتراض طبق مقررات سند مالکیت صادر خواهد شد.: [301, 1750, 543, 1884]
- notice-signer: رضا رحیمی – رییس ثبت اسناد و املاک شهرستان اقلید: [855, 328, 1075, 339]
- notice-title: آگهی موضوع ماده ۳ قانون و ماده ۱۳ آیین نامه قانون تعیین تکلیف وضعیت ثبتی و اراضی و ساختمانهای فاقد سند رسمی: [568, 152, 808, 190]
- notice-signer: ابراهیم حفار – رییس ثبت اسناد و املاک زرقان: [89, 622, 277, 633]
- issue-date: چهارشنبه ۱۶ مهر ۹۳: [1119, 105, 1292, 125]
- notice-code: ۱۶۴۰۴/۶۳۳۰: [234, 328, 277, 339]
- second-publish-date: تاریخ انتشار نوبت دوم: ۹۳/۸/۱: [35, 611, 138, 622]
- notice-code: ۱۶۲۹۸/۶۳۲۲: [500, 1376, 543, 1387]
- notice-signer: رضا رحیمی – رییس ثبت اسناد و املاک شهرستان اقلید: [589, 1456, 809, 1467]
- legal-notice: [294, 146, 550, 408]
- notice-body: برابر رای شماره صادره هیات اول موضوع قانون تعیین تکلیف وضعیت ثبتی اراضی و ساختمانهای فاقد سند رسمی مستقر در واحد ثبتی حوزه ثبت ملک زرقان تصرفات مالکانه و بلامعارض متقاضی در ششدانگ یک باب خانه واقع در زرقان بخش ۳ فارس به مساحت مورد نظر خریداری از مالک رسمی محرز گردیده است. لذا به منظور اطلاع عموم مراتب در دو نوبت به فاصله ۱۵ روز آگهی می‌شود در صورتی که اشخاص نسبت به صدور سند مالکیت متقاضی اعتراضی داشته باشند می‌توانند از تاریخ انتشار اولین آگهی به مدت دو ماه اعتراض خود را به این اداره تسلیم و پس از اخذ رسید ظرف مدت یک ماه از تاریخ تسلیم اعتراض دادخواست خود را به مراجع قضایی تقدیم نمایند. بدیهی است در صورت انقضای مدت مذکور و عدم وصول اعتراض طبق مقررات سند مالکیت صادر خواهد شد.: [35, 988, 277, 1122]
- first-publish-date: تاریخ انتشار نوبت اول: ۹۳/۷/۱۶: [1234, 1777, 1341, 1788]
- second-publish-date: تاریخ انتشار نوبت دوم: ۹۳/۸/۱: [301, 341, 404, 352]
- notice-dates: [301, 1897, 543, 1908]
- legal-notice: [28, 416, 284, 662]
- notice-title: آگهی موضوع ماده ۳ قانون و ماده ۱۳ آیین نامه قانون تعیین تکلیف وضعیت ثبتی و اراضی و ساختمانهای فاقد سند رسمی: [36, 1200, 276, 1238]
- notice-signer: ابراهیم حفار – رییس ثبت اسناد و املاک زرقان: [355, 1908, 543, 1919]
- first-publish-date: تاریخ انتشار نوبت اول: ۹۳/۷/۱۶: [702, 341, 809, 352]
- notice-signer: رضا رحیمی – رییس ثبت اسناد و املاک شهرستان اقلید: [855, 1410, 1075, 1421]
- first-publish-date: تاریخ انتشار نوبت اول: ۹۳/۷/۱۶: [436, 1389, 543, 1400]
- first-publish-date: تاریخ انتشار نوبت اول: ۹۳/۷/۱۶: [968, 1399, 1075, 1410]
- issue-info: [38, 105, 420, 125]
- second-publish-date: تاریخ انتشار نوبت دوم: ۹۳/۸/۱: [301, 611, 404, 622]
- notice-signer: رضا رحیمی – رییس ثبت اسناد و املاک شهرستان اقلید: [1121, 1051, 1341, 1062]
- notice-signer: رضا رحیمی – رییس ثبت اسناد و املاک شهرستان اقلید: [1121, 660, 1341, 671]
- second-publish-date: تاریخ انتشار نوبت دوم: ۹۳/۸/۱: [301, 1389, 404, 1400]
- legal-notice: [826, 1583, 1082, 1930]
- notice-title: آگهی موضوع ماده ۳ قانون و ماده ۱۳ آیین نامه قانون تعیین تکلیف وضعیت ثبتی و اراضی و ساختمانهای فاقد سند رسمی: [302, 422, 542, 460]
- legal-notice: [1092, 146, 1348, 470]
- notice-code: ۱۶۴۰۳/۶۳۲۹: [500, 598, 543, 609]
- second-publish-date: تاریخ انتشار نوبت دوم: ۹۳/۸/۱: [833, 317, 936, 328]
- second-publish-date: تاریخ انتشار نوبت دوم: ۹۳/۸/۱: [833, 1754, 936, 1765]
- notice-body: برابر رای شماره صادره هیات اول موضوع قانون تعیین تکلیف وضعیت ثبتی اراضی و ساختمانهای فاقد سند رسمی مستقر در واحد ثبتی حوزه ثبت ملک زرقان تصرفات مالکانه و بلامعارض متقاضی در ششدانگ یک باب خانه واقع در زرقان بخش ۳ فارس به مساحت مورد نظر خریداری از مالک رسمی محرز گردیده است. لذا به منظور اطلاع عموم مراتب در دو نوبت به فاصله ۱۵ روز آگهی می‌شود در صورتی که اشخاص نسبت به صدور سند مالکیت متقاضی اعتراضی داشته باشند می‌توانند از تاریخ انتشار اولین آگهی به مدت دو ماه اعتراض خود را به این اداره تسلیم و پس از اخذ رسید ظرف مدت یک ماه از تاریخ تسلیم اعتراض دادخواست خود را به مراجع قضایی تقدیم نمایند. بدیهی است در صورت انقضای مدت مذکور و عدم وصول اعتراض طبق مقررات سند مالکیت صادر خواهد شد.: [301, 1496, 543, 1630]
- notice-dates: [35, 865, 277, 876]
- legal-notice: [294, 416, 550, 662]
- second-publish-date: تاریخ انتشار نوبت دوم: ۹۳/۸/۱: [1099, 649, 1202, 660]
- notice-signer: ابراهیم حفار – رییس ثبت اسناد و املاک زرقان: [355, 622, 543, 633]
- page-number: صفحه ۱۲: [52, 105, 148, 125]
- first-publish-date: تاریخ انتشار نوبت اول: ۹۳/۷/۱۶: [702, 631, 809, 642]
- notice-signer: ابراهیم حفار – رییس ثبت اسناد و املاک زرقان: [355, 876, 543, 887]
- notice-dates: [833, 1028, 1075, 1039]
- notice-title: آگهی موضوع ماده ۳ قانون و ماده ۱۳ آیین نامه قانون تعیین تکلیف وضعیت ثبتی و اراضی و ساختمانهای فاقد سند رسمی: [36, 946, 276, 984]
- notice-signer: ابراهیم حفار – رییس ثبت اسناد و املاک زرقان: [89, 1146, 277, 1157]
- notice-code: ۱۶۲۹۴/۶۳۲۰: [766, 892, 809, 903]
- first-publish-date: تاریخ انتشار نوبت اول: ۹۳/۷/۱۶: [436, 1135, 543, 1146]
- legal-notice: [28, 1448, 284, 1694]
- first-publish-date: تاریخ انتشار نوبت اول: ۹۳/۷/۱۶: [968, 1754, 1075, 1765]
- legal-notice: [294, 1194, 550, 1440]
- second-publish-date: تاریخ انتشار نوبت دوم: ۹۳/۸/۱: [567, 631, 670, 642]
- notice-title: آگهی موضوع ماده ۳ قانون تعیین تکلیف اراضی و ساختمانهای فاقد سند رسمی: [833, 1234, 1075, 1259]
- section-title: آگهی: [666, 103, 712, 129]
- legal-notice: [560, 710, 816, 992]
- notice-code: ۱۶۲۵۵/۶۲۹۲: [500, 1884, 543, 1895]
- first-publish-date: تاریخ انتشار نوبت اول: ۹۳/۷/۱۶: [170, 341, 277, 352]
- issue-number: شماره ۱۴۶۷: [168, 105, 288, 125]
- first-publish-date: تاریخ انتشار نوبت اول: ۹۳/۷/۱۶: [702, 1195, 809, 1206]
- notice-body: نظر به اینکه هیات موضوع قانون تعیین تکلیف وضعیت ثبتی اراضی و ساختمانهای فاقد سند رسمی مستقر در اداره ثبت اقلید به شرح رای صادره تصرفات مفروزی مالکانه متقاضی نسبت به ششدانگ یک باب خانه واقع در بخش ۱۵ فارس اقلید که برابر آراء صادره محرز گردیده است، لذا به منظور اطلاع عموم مراتب در دو نوبت به فاصله ۱۵ روز آگهی می‌شود در صورتی که اشخاص نسبت به صدور سند مالکیت متقاضی اعتراضی داشته باشند می‌توانند از تاریخ انتشار اولین آگهی به مدت دو ماه اعتراض خود را به این اداره تسلیم و پس از اخذ رسید ظرف مدت یک ماه از تاریخ تسلیم اعتراض دادخواست خود را به مرجع قضایی تقدیم نمایند. بدیهی است در صورت انقضای مدت مذکور و عدم وصول اعتراض طبق مقررات سند مالکیت صادر خواهد شد.: [567, 1309, 809, 1432]
- first-publish-date: تاریخ انتشار نوبت اول: ۹۳/۷/۱۶: [1234, 317, 1341, 328]
- legal-notice: [1092, 1245, 1348, 1598]
- notice-dates: [833, 1399, 1075, 1410]
- notice-body: برابر رای شماره صادره هیات اول موضوع قانون تعیین تکلیف وضعیت ثبتی اراضی و ساختمانهای فاقد سند رسمی مستقر در واحد ثبتی حوزه ثبت ملک زرقان تصرفات مالکانه و بلامعارض متقاضی در ششدانگ یک باب خانه واقع در زرقان بخش ۳ فارس به مساحت مورد نظر خریداری از مالک رسمی محرز گردیده است. لذا به منظور اطلاع عموم مراتب در دو نوبت به فاصله ۱۵ روز آگهی می‌شود در صورتی که اشخاص نسبت به صدور سند مالکیت متقاضی اعتراضی داشته باشند می‌توانند از تاریخ انتشار اولین آگهی به مدت دو ماه اعتراض خود را به این اداره تسلیم و پس از اخذ رسید ظرف مدت یک ماه از تاریخ تسلیم اعتراض دادخواست خود را به مراجع قضایی تقدیم نمایند. بدیهی است در صورت انقضای مدت مذکور و عدم وصول اعتراض طبق مقررات سند مالکیت صادر خواهد شد.: [567, 194, 809, 328]
- second-publish-date: تاریخ انتشار نوبت دوم: ۹۳/۸/۱: [35, 1643, 138, 1654]
- notice-code: ۱۶۴۰۴/۶۳۳۰: [500, 328, 543, 339]
